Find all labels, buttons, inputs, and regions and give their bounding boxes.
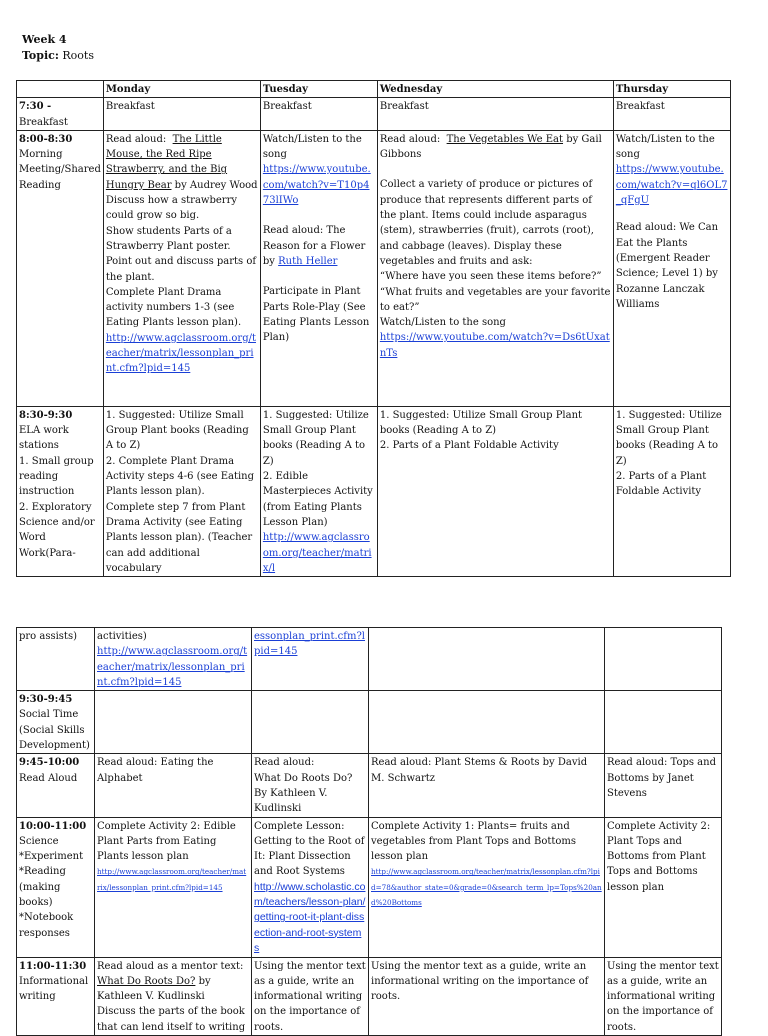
breakfast-time-cell: 7:30 - Breakfast (17, 98, 104, 131)
writing-time-cell: 11:00-11:30 Informational writing (17, 957, 95, 1035)
science-wednesday: Complete Activity 1: Plants= fruits and vegetables from Plant Tops and Bottoms lesson plan http://www.agclassroom.org/teacher/matrix/lessonplan.cfm?lpid=78&author_state=0&grade=0&search_term_lp=Tops%20and%20Bottoms (369, 817, 605, 957)
lesson-plan-link[interactable]: http://www.agclassroom.org/teacher/matrix/lessonplan_print.cfm?lpid=145 (105, 332, 256, 375)
breakfast-row (17, 98, 731, 131)
morning-wednesday: Read aloud: The Vegetables We Eat by Gail Gibbons Collect a variety of produce or pictures of produce that represents different parts of the plant. Items could include asparagus (stem), strawberries (fruit), carrots (root), and cabbage (leaves). Display these vegetables and fruits and ask: “Where have you seen these items before?” “What fruits and vegetables are your favorite to eat?” Watch/Listen to the song https://www.youtube.com/watch?v=Ds6tUxatnTs (377, 130, 613, 406)
writing-monday: Read aloud as a mentor text: What Do Roots Do? by Kathleen V. Kudlinski Discuss the parts of the book that can lend itself to writing (95, 957, 252, 1035)
document-header (22, 32, 94, 64)
lesson-plan-link[interactable]: http://www.agclassroom.org/teacher/matrix/lessonplan_print.cfm?lpid=145 (97, 867, 247, 892)
ela-cont-tuesday (252, 628, 369, 691)
ela-cont-label: pro assists) (17, 628, 95, 691)
breakfast-wednesday: Breakfast (377, 98, 613, 131)
writing-thursday: Using the mentor text as a guide, write an informational writing on the importance of roots. (605, 957, 722, 1035)
breakfast-monday: Breakfast (103, 98, 260, 131)
readaloud-tuesday: Read aloud: What Do Roots Do? By Kathleen V. Kudlinski (252, 754, 369, 817)
ela-tuesday: 1. Suggested: Utilize Small Group Plant books (Reading A to Z) 2. Edible Masterpieces Activity (from Eating Plants Lesson Plan) http://www.agclassroom.org/teacher/matrix/l (260, 406, 377, 576)
schedule-table-page1 (16, 80, 731, 577)
topic-value: Roots (62, 49, 94, 62)
youtube-link[interactable]: https://www.youtube.com/watch?v=ql6OL7_qFgU (615, 164, 728, 207)
social-row (17, 691, 722, 754)
day-tuesday: Tuesday (260, 81, 377, 98)
writing-tuesday: Using the mentor text as a guide, write an informational writing on the importance of roots. (252, 957, 369, 1035)
breakfast-tuesday: Breakfast (260, 98, 377, 131)
social-monday (95, 691, 252, 754)
day-header-row (17, 81, 731, 98)
social-time-cell: 9:30-9:45 Social Time (Social Skills Development) (17, 691, 95, 754)
author-link[interactable]: Ruth Heller (278, 255, 338, 267)
lesson-plan-link[interactable]: http://www.agclassroom.org/teacher/matrix/l (262, 532, 372, 574)
social-thursday (605, 691, 722, 754)
readaloud-thursday: Read aloud: Tops and Bottoms by Janet Stevens (605, 754, 722, 817)
corner-cell (17, 81, 104, 98)
scholastic-link[interactable]: http://www.scholastic.com/teachers/lesson-plan/getting-root-it-plant-dissection-and-root-systems (254, 880, 366, 954)
ela-thursday: 1. Suggested: Utilize Small Group Plant books (Reading A to Z) 2. Parts of a Plant Foldable Activity (613, 406, 730, 576)
youtube-link[interactable]: https://www.youtube.com/watch?v=T10p473lIWo (262, 164, 371, 207)
book-title: The Vegetables We Eat (446, 133, 564, 145)
social-wednesday (369, 691, 605, 754)
book-title: What Do Roots Do? (97, 975, 196, 987)
ela-wednesday: 1. Suggested: Utilize Small Group Plant books (Reading A to Z) 2. Parts of a Plant Foldable Activity (377, 406, 613, 576)
science-row (17, 817, 722, 957)
ela-time-cell: 8:30-9:30 ELA work stations 1. Small group reading instruction 2. Exploratory Science and/or Word Work(Para- (17, 406, 104, 576)
breakfast-thursday: Breakfast (613, 98, 730, 131)
morning-monday: Read aloud: The Little Mouse, the Red Ripe Strawberry, and the Big Hungry Bear by Audrey Wood Discuss how a strawberry could grow so big. Show students Parts of a Strawberry Plant poster. Point out and discuss parts of the plant. Complete Plant Drama activity numbers 1-3 (see Eating Plants lesson plan). http://www.agclassroom.org/teacher/matrix/lessonplan_print.cfm?lpid=145 (103, 130, 260, 406)
readaloud-monday: Read aloud: Eating the Alphabet (95, 754, 252, 817)
science-thursday: Complete Activity 2: Plant Tops and Bottoms from Plant Tops and Bottoms lesson plan (605, 817, 722, 957)
ela-cont-wednesday (369, 628, 605, 691)
readaloud-time-cell: 9:45-10:00 Read Aloud (17, 754, 95, 817)
lesson-plan-link[interactable]: http://www.agclassroom.org/teacher/matrix/lessonplan_print.cfm?lpid=145 (97, 646, 248, 688)
ela-cont-monday: activities) http://www.agclassroom.org/teacher/matrix/lessonplan_print.cfm?lpid=145 (95, 628, 252, 691)
ela-continued-row (17, 628, 722, 691)
lesson-plan-link[interactable]: http://www.agclassroom.org/teacher/matrix/lessonplan.cfm?lpid=78&author_state=0&grade=0&search_term_lp=Tops%20and%20Bottoms (371, 867, 602, 908)
schedule-table-page2 (16, 627, 722, 1036)
youtube-link[interactable]: https://www.youtube.com/watch?v=Ds6tUxatnTs (379, 332, 610, 359)
book-title: The Little Mouse, the Red Ripe Strawberry, and the Big Hungry Bear (105, 133, 228, 191)
ela-monday: 1. Suggested: Utilize Small Group Plant books (Reading A to Z) 2. Complete Plant Drama Activity steps 4-6 (see Eating Plants lesson plan). Complete step 7 from Plant Drama Activity (see Eating Plants lesson plan). (Teacher can add additional vocabulary (103, 406, 260, 576)
writing-wednesday: Using the mentor text as a guide, write an informational writing on the importance of roots. (369, 957, 605, 1035)
science-tuesday: Complete Lesson: Getting to the Root of It: Plant Dissection and Root Systems http://www.scholastic.com/teachers/lesson-plan/getting-root-it-plant-dissection-and-root-systems (252, 817, 369, 957)
week-label: Week 4 (22, 33, 67, 46)
science-time-cell: 10:00-11:00 Science *Experiment *Reading (making books) *Notebook responses (17, 817, 95, 957)
ela-cont-thursday (605, 628, 722, 691)
ela-row (17, 406, 731, 576)
topic-label: Topic: (22, 49, 59, 62)
science-monday: Complete Activity 2: Edible Plant Parts from Eating Plants lesson plan http://www.agclassroom.org/teacher/matrix/lessonplan_print.cfm?lpid=145 (95, 817, 252, 957)
morning-thursday: Watch/Listen to the song https://www.youtube.com/watch?v=ql6OL7_qFgU Read aloud: We Can Eat the Plants (Emergent Reader Science; Level 1) by Rozanne Lanczak Williams (613, 130, 730, 406)
social-tuesday (252, 691, 369, 754)
morning-time-cell: 8:00-8:30 Morning Meeting/Shared Reading (17, 130, 104, 406)
day-monday: Monday (103, 81, 260, 98)
day-thursday: Thursday (613, 81, 730, 98)
morning-row (17, 130, 731, 406)
morning-tuesday: Watch/Listen to the song https://www.youtube.com/watch?v=T10p473lIWo Read aloud: The Reason for a Flower by Ruth Heller Participate in Plant Parts Role-Play (See Eating Plants Lesson Plan) (260, 130, 377, 406)
lesson-plan-link[interactable]: essonplan_print.cfm?lpid=145 (254, 631, 366, 658)
readaloud-row (17, 754, 722, 817)
day-wednesday: Wednesday (377, 81, 613, 98)
readaloud-wednesday: Read aloud: Plant Stems & Roots by David M. Schwartz (369, 754, 605, 817)
